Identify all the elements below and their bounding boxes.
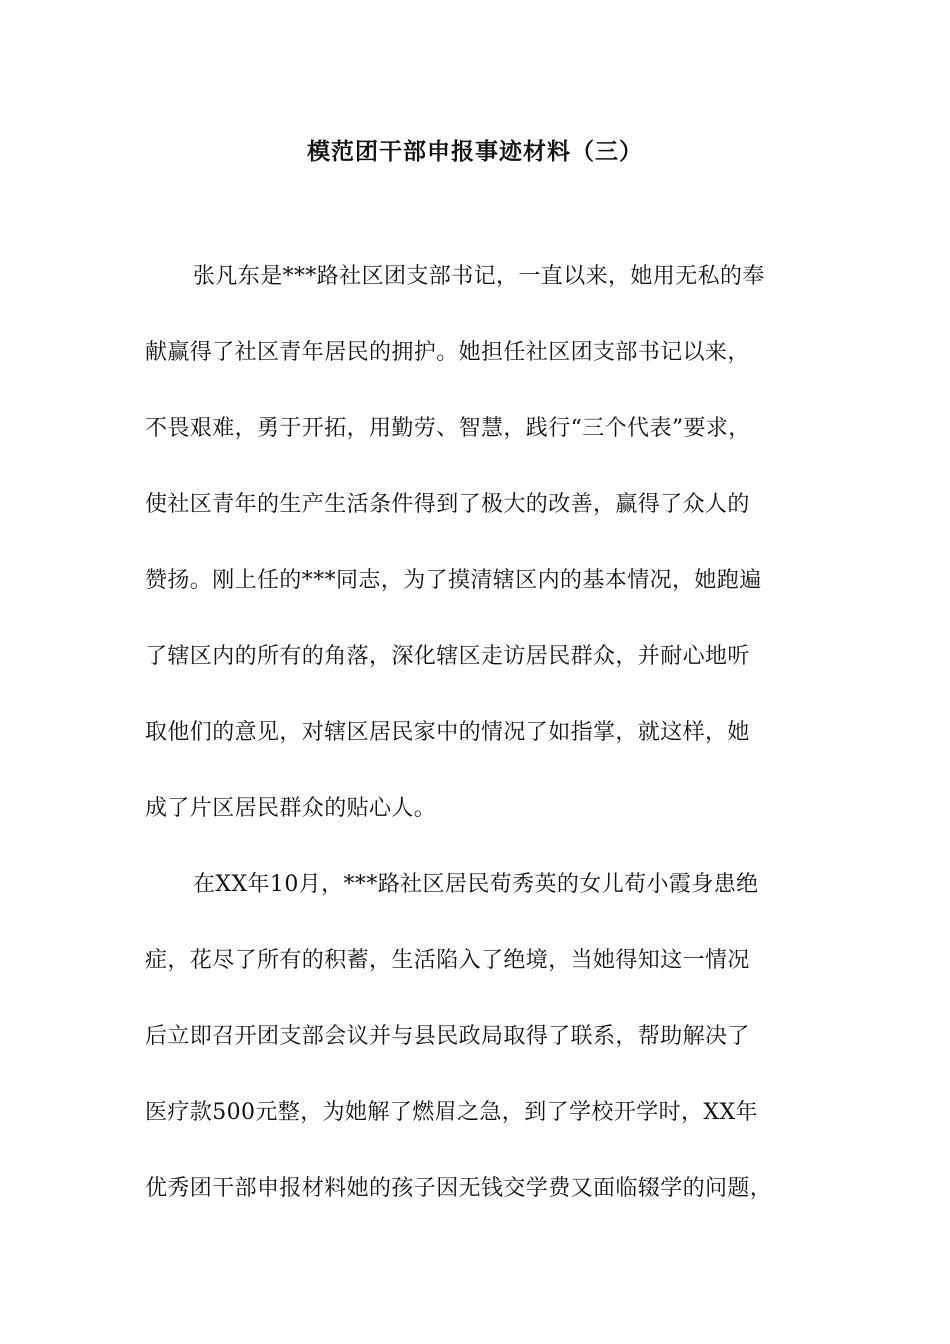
paragraph-1-line-3: 不畏艰难，勇于开拓，用勤劳、智慧，践行“三个代表”要求， [145,416,751,441]
paragraph-2-line-5: 优秀团干部申报材料她的孩子因无钱交学费又面临辍学的问题， [145,1176,773,1201]
paragraph-1-line-7: 取他们的意见，对辖区居民家中的情况了如指掌，就这样，她 [145,720,750,745]
paragraph-1-line-2: 献赢得了社区青年居民的拥护。她担任社区团支部书记以来， [145,340,750,365]
paragraph-2-line-4: 医疗款500元整，为她解了燃眉之急，到了学校开学时，XX年 [145,1100,758,1125]
paragraph-1-line-1: 张凡东是***路社区团支部书记，一直以来，她用无私的奉 [193,264,765,289]
paragraph-1-line-4: 使社区青年的生产生活条件得到了极大的改善，赢得了众人的 [145,492,750,517]
document-title: 模范团干部申报事迹材料（三） [307,138,643,165]
paragraph-1-line-8: 成了片区居民群众的贴心人。 [145,796,437,821]
paragraph-2-line-3: 后立即召开团支部会议并与县民政局取得了联系，帮助解决了 [145,1024,750,1049]
paragraph-2-line-1: 在XX年10月，***路社区居民荀秀英的女儿荀小霞身患绝 [193,872,759,897]
paragraph-1-line-5: 赞扬。刚上任的***同志，为了摸清辖区内的基本情况，她跑遍 [145,568,762,593]
paragraph-2-line-2: 症，花尽了所有的积蓄，生活陷入了绝境，当她得知这一情况 [145,948,750,973]
paragraph-1-line-6: 了辖区内的所有的角落，深化辖区走访居民群众，并耐心地听 [145,644,750,669]
